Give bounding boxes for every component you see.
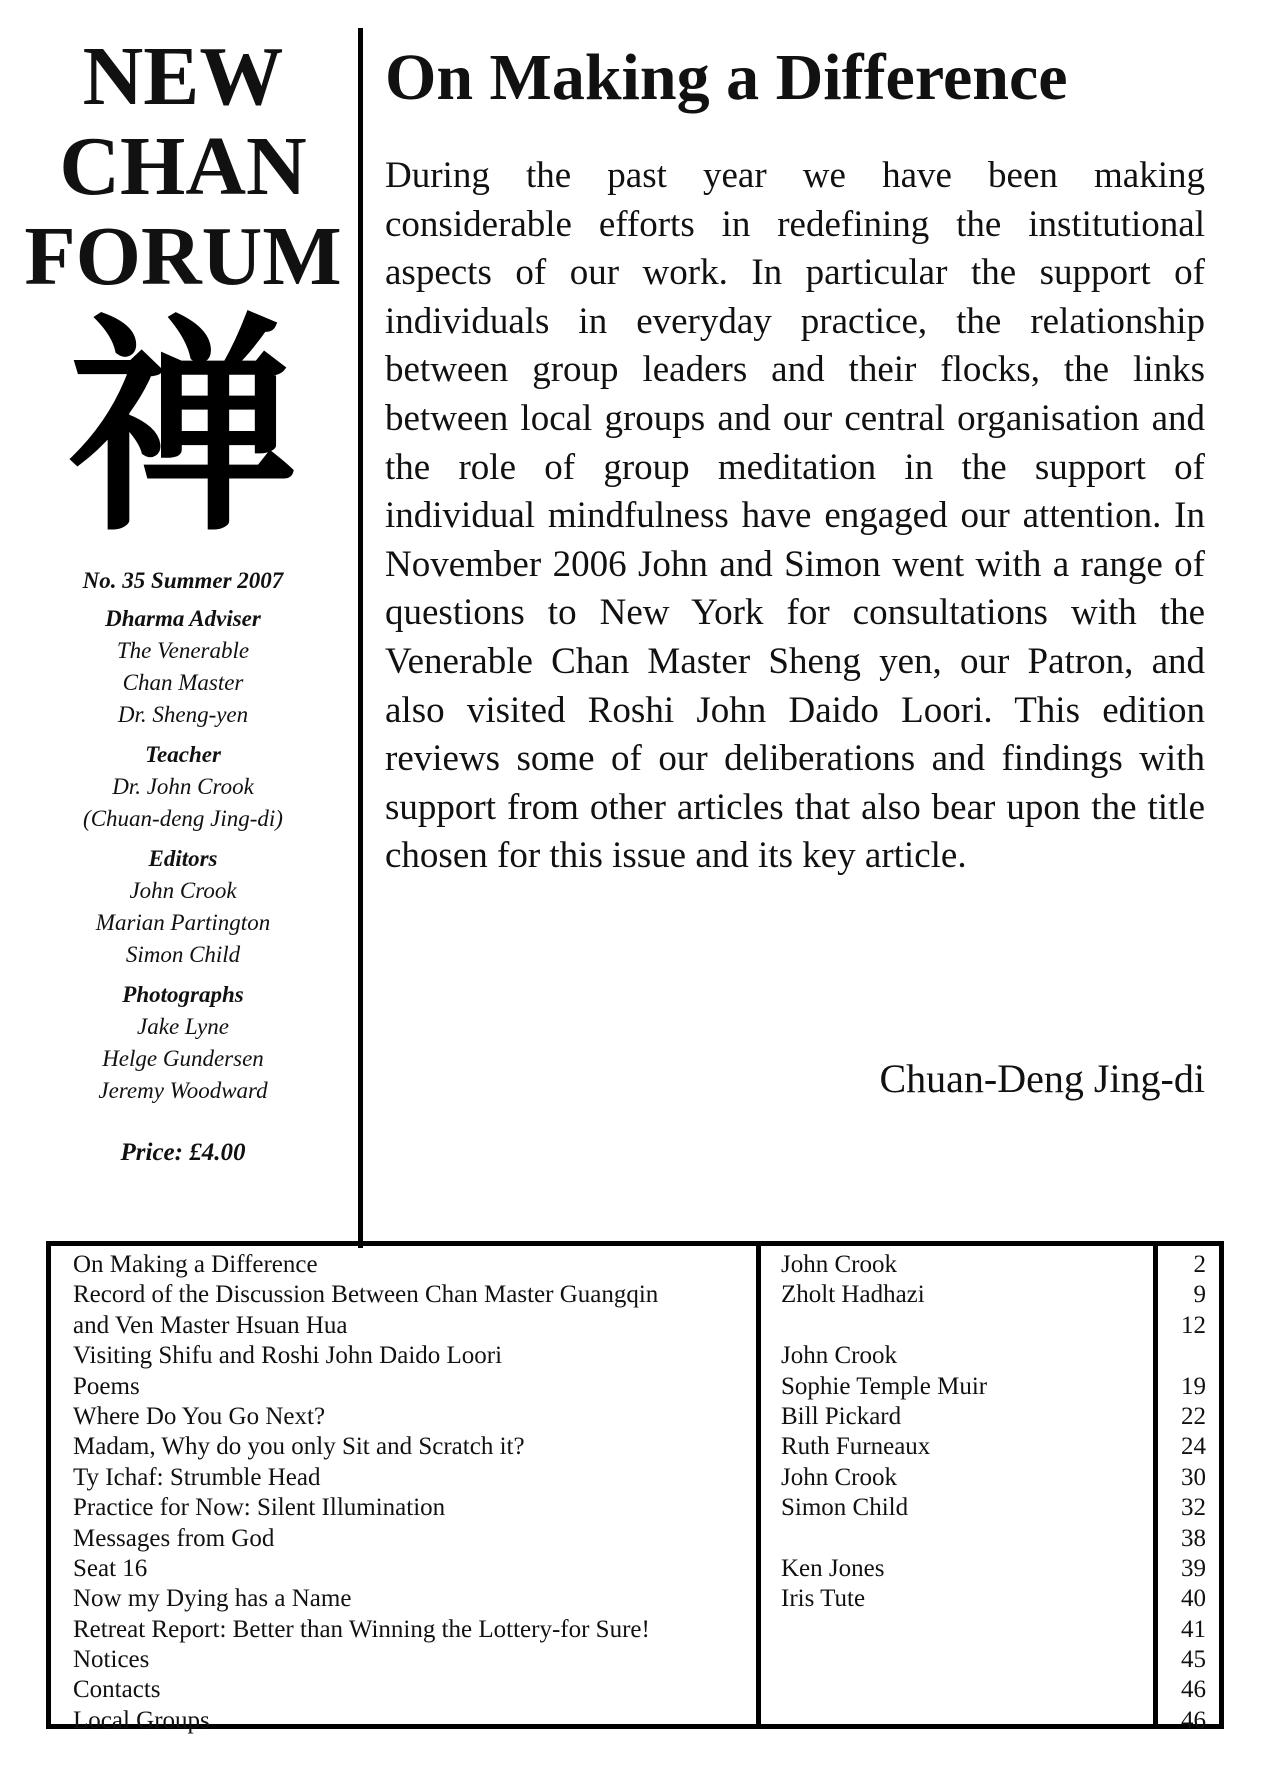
teacher-label: Teacher xyxy=(145,742,221,767)
toc-author: Ken Jones xyxy=(781,1554,885,1582)
article-signature: Chuan-Deng Jing-di xyxy=(879,1056,1205,1101)
toc-page-number: 39 xyxy=(1181,1554,1206,1582)
toc-page-number: 41 xyxy=(1181,1615,1206,1643)
masthead-line-new: NEW xyxy=(82,30,284,123)
credit-name: Dr. John Crook xyxy=(112,774,254,799)
toc-page-number: 38 xyxy=(1181,1524,1206,1552)
toc-page-number: 30 xyxy=(1181,1463,1206,1491)
credit-name: Jake Lyne xyxy=(137,1014,229,1039)
teacher-group xyxy=(18,739,348,835)
toc-title: Retreat Report: Better than Winning the Lottery-for Sure! xyxy=(73,1615,650,1643)
dharma-adviser-group xyxy=(18,603,348,731)
toc-title: On Making a Difference xyxy=(73,1251,318,1278)
dharma-adviser-label: Dharma Adviser xyxy=(105,606,261,631)
article-body: During the past year we have been making considerable efforts in redefining the institutional aspects of our work. In particular the support of individuals in everyday practice, the relationship between group leaders and their flocks, the links between local groups and our central organisation and the role of group meditation in the support of individual mindfulness have engaged our attention. In November 2006 John and Simon went with a range of questions to New York for consultations with the Venerable Chan Master Sheng yen, our Patron, and also visited Roshi John Daido Loori. This edition reviews some of our deliberations and findings with support from other articles that also bear upon the title chosen for this issue and its key article. xyxy=(385,155,1205,877)
toc-title: Practice for Now: Silent Illumination xyxy=(73,1494,446,1522)
issue-number: No. 35 Summer 2007 xyxy=(82,568,284,593)
toc-page-number: 22 xyxy=(1181,1402,1206,1430)
toc-page-number xyxy=(1151,1341,1206,1371)
toc-title: Now my Dying has a Name xyxy=(73,1585,352,1613)
table-of-contents xyxy=(46,1241,1224,1734)
toc-title: Local Groups xyxy=(73,1706,210,1734)
toc-page-number: 32 xyxy=(1181,1494,1206,1522)
toc-author: Zholt Hadhazi xyxy=(781,1281,925,1309)
toc-page-number: 19 xyxy=(1181,1372,1206,1400)
toc-author xyxy=(781,1615,1181,1645)
credit-name: (Chuan-deng Jing-di) xyxy=(83,806,283,831)
credit-name: Helge Gundersen xyxy=(102,1046,264,1071)
column-divider xyxy=(358,28,363,1248)
credit-name: John Crook xyxy=(129,878,237,903)
photographs-label: Photographs xyxy=(122,982,244,1007)
toc-title: Record of the Discussion Between Chan Master Guangqin xyxy=(73,1281,659,1309)
toc-author: John Crook xyxy=(781,1463,897,1491)
toc-title: Messages from God xyxy=(73,1524,275,1552)
toc-page-number: 46 xyxy=(1181,1706,1206,1734)
editors-group xyxy=(18,843,348,971)
toc-title: Ty Ichaf: Strumble Head xyxy=(73,1463,321,1491)
toc-author xyxy=(781,1524,1181,1554)
toc-title: Notices xyxy=(73,1646,150,1674)
toc-author: Bill Pickard xyxy=(781,1402,902,1430)
toc-title: Poems xyxy=(73,1372,140,1400)
toc-page-number: 2 xyxy=(1193,1251,1206,1278)
photographs-group xyxy=(18,979,348,1107)
toc-author: Simon Child xyxy=(781,1494,909,1522)
toc-title: Madam, Why do you only Sit and Scratch it? xyxy=(73,1433,525,1461)
toc-pages xyxy=(1151,1250,1206,1736)
toc-title: Where Do You Go Next? xyxy=(73,1402,326,1430)
toc-authors xyxy=(781,1250,1181,1736)
toc-title: Contacts xyxy=(73,1676,161,1704)
masthead-line-chan: CHAN xyxy=(59,120,307,213)
credit-name: Dr. Sheng-yen xyxy=(117,702,249,727)
toc-author: Sophie Temple Muir xyxy=(781,1372,988,1400)
toc-author xyxy=(781,1706,1181,1736)
toc-title: Visiting Shifu and Roshi John Daido Loori xyxy=(73,1342,503,1370)
masthead xyxy=(18,32,348,302)
chan-calligraphy-logo: 禅 xyxy=(68,296,299,563)
toc-titles xyxy=(73,1250,773,1736)
credit-name: Jeremy Woodward xyxy=(98,1078,268,1103)
article-title: On Making a Difference xyxy=(385,41,1068,114)
toc-author xyxy=(781,1675,1181,1705)
toc-page-number: 12 xyxy=(1181,1311,1206,1339)
toc-page-number: 24 xyxy=(1181,1433,1206,1461)
toc-title: Seat 16 xyxy=(73,1554,148,1582)
toc-author xyxy=(781,1311,1181,1341)
credit-name: Marian Partington xyxy=(95,910,271,935)
masthead-line-forum: FORUM xyxy=(24,210,342,303)
toc-author: John Crook xyxy=(781,1342,897,1370)
toc-page-number: 46 xyxy=(1181,1676,1206,1704)
toc-title: and Ven Master Hsuan Hua xyxy=(73,1311,348,1339)
price: Price: £4.00 xyxy=(120,1139,246,1166)
toc-author: Ruth Furneaux xyxy=(781,1433,931,1461)
toc-author xyxy=(781,1645,1181,1675)
toc-author: John Crook xyxy=(781,1251,897,1278)
credit-name: Simon Child xyxy=(125,942,241,967)
editors-label: Editors xyxy=(148,846,218,871)
toc-page-number: 45 xyxy=(1181,1646,1206,1674)
sidebar-credits xyxy=(18,565,348,1169)
credit-name: Chan Master xyxy=(122,670,244,695)
toc-page-number: 40 xyxy=(1181,1585,1206,1613)
toc-page-number: 9 xyxy=(1193,1281,1206,1309)
credit-name: The Venerable xyxy=(116,638,250,663)
toc-author: Iris Tute xyxy=(781,1585,866,1613)
